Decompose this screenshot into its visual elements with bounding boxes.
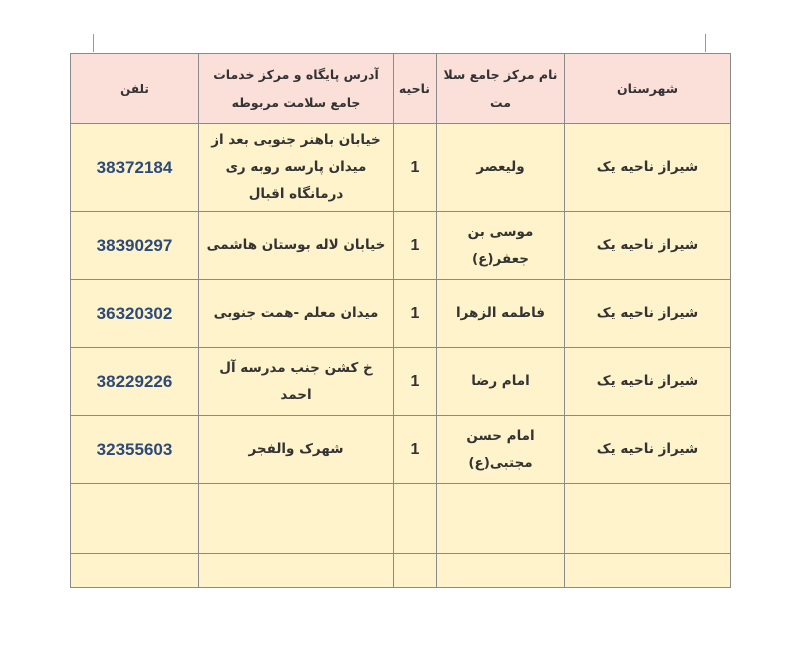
cell-phone [71, 554, 199, 588]
table-row [71, 280, 731, 348]
cell-address: خیابان باهنر جنوبی بعد از میدان پارسه روبه ری درمانگاه اقبال [199, 124, 394, 212]
header-center-name: نام مرکز جامع سلا مت [437, 54, 565, 124]
cell-center-name: فاطمه الزهرا [437, 280, 565, 348]
cell-phone: 36320302 [71, 280, 199, 348]
cell-address: میدان معلم -همت جنوبی [199, 280, 394, 348]
cell-district [394, 484, 437, 554]
cell-address: شهرک والفجر [199, 416, 394, 484]
header-row [71, 54, 731, 124]
table-row [71, 124, 731, 212]
table-row [71, 416, 731, 484]
cell-phone: 38390297 [71, 212, 199, 280]
cell-center-name [437, 554, 565, 588]
cell-district: 1 [394, 280, 437, 348]
header-county: شهرستان [565, 54, 731, 124]
table-row [71, 348, 731, 416]
header-district: ناحیه [394, 54, 437, 124]
cell-center-name: موسی بن جعفر(ع) [437, 212, 565, 280]
cell-county: شیراز ناحیه یک [565, 280, 731, 348]
cell-phone [71, 484, 199, 554]
cell-district: 1 [394, 212, 437, 280]
cell-phone: 32355603 [71, 416, 199, 484]
cell-county [565, 554, 731, 588]
cell-county: شیراز ناحیه یک [565, 212, 731, 280]
crop-mark-left [93, 34, 94, 52]
cell-center-name: امام رضا [437, 348, 565, 416]
cell-county: شیراز ناحیه یک [565, 124, 731, 212]
cell-address: خیابان لاله بوستان هاشمی [199, 212, 394, 280]
cell-center-name [437, 484, 565, 554]
cell-phone: 38372184 [71, 124, 199, 212]
table-row-empty [71, 554, 731, 588]
cell-center-name: امام حسن مجتبی(ع) [437, 416, 565, 484]
header-phone: تلفن [71, 54, 199, 124]
crop-mark-right [705, 34, 706, 52]
cell-address: خ کشن جنب مدرسه آل احمد [199, 348, 394, 416]
table-row [71, 212, 731, 280]
header-address: آدرس پایگاه و مرکز خدمات جامع سلامت مربوطه [199, 54, 394, 124]
cell-county: شیراز ناحیه یک [565, 416, 731, 484]
table-row-empty [71, 484, 731, 554]
cell-address [199, 484, 394, 554]
cell-county [565, 484, 731, 554]
cell-district: 1 [394, 416, 437, 484]
cell-phone: 38229226 [71, 348, 199, 416]
cell-district: 1 [394, 348, 437, 416]
cell-center-name: ولیعصر [437, 124, 565, 212]
cell-county: شیراز ناحیه یک [565, 348, 731, 416]
cell-district: 1 [394, 124, 437, 212]
cell-district [394, 554, 437, 588]
health-centers-table [70, 53, 731, 588]
cell-address [199, 554, 394, 588]
